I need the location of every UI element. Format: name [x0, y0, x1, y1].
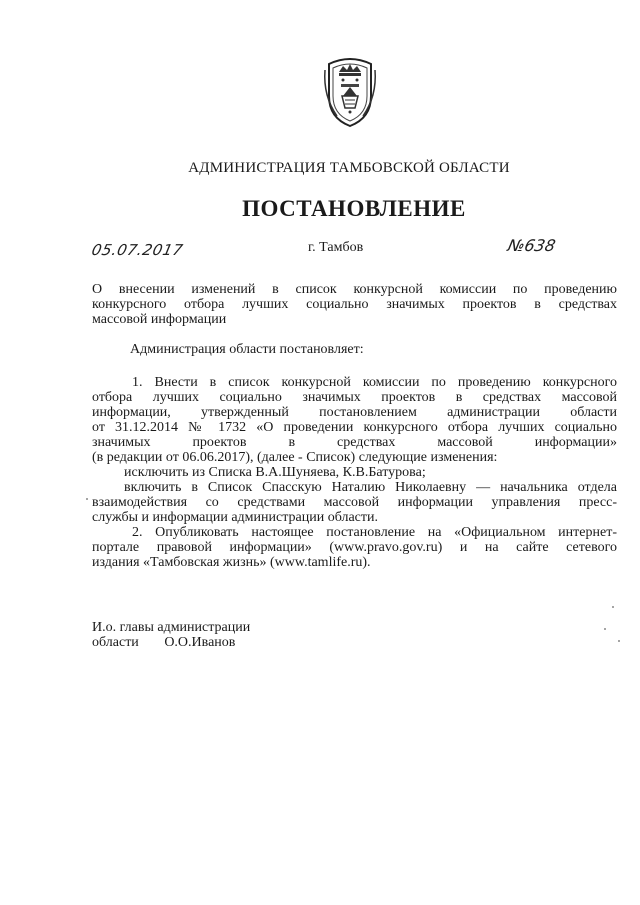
body-line: исключить из Списка В.А.Шуняева, К.В.Батурова;: [124, 465, 426, 480]
body-line: включить в Список Спасскую Наталию Николаевну — начальника отдела: [124, 480, 617, 495]
document-type-title: ПОСТАНОВЛЕНИЕ: [242, 196, 466, 221]
scan-speck: [618, 640, 620, 642]
handwritten-number: №638: [505, 236, 558, 255]
body-block: [92, 375, 617, 570]
signatory-row: [92, 635, 250, 650]
subject-line: массовой информации: [92, 312, 227, 327]
scan-speck: [612, 606, 614, 608]
body-line: 1. Внести в список конкурсной комиссии по проведению конкурсного: [132, 375, 617, 390]
subject-block: [92, 282, 617, 327]
subject-line: конкурсного отбора лучших социально значимых проектов в средствах: [92, 297, 617, 312]
body-line: отбора лучших социально значимых проектов в средствах массовой: [92, 390, 617, 405]
body-line: издания «Тамбовская жизнь» (www.tamlife.ru).: [92, 555, 371, 570]
city-label: г. Тамбов: [308, 240, 364, 255]
signature-block: [92, 620, 250, 650]
body-line: 2. Опубликовать настоящее постановление на «Официальном интернет-: [132, 525, 617, 540]
body-line: от 31.12.2014 № 1732 «О проведении конкурсного отбора лучших социально: [92, 420, 617, 435]
body-line: значимых проектов в средствах массовой информации»: [92, 435, 617, 450]
intro-paragraph: Администрация области постановляет:: [130, 342, 364, 357]
body-line: информации, утвержденный постановлением администрации области: [92, 405, 617, 420]
signatory-title: И.о. главы администрации: [92, 620, 251, 635]
signatory-name: О.О.Иванов: [164, 635, 236, 650]
organization-name: АДМИНИСТРАЦИЯ ТАМБОВСКОЙ ОБЛАСТИ: [188, 160, 510, 176]
body-line: службы и информации администрации области.: [92, 510, 378, 525]
subject-line: О внесении изменений в список конкурсной комиссии по проведению: [92, 282, 617, 297]
scan-speck: [86, 498, 88, 500]
body-line: взаимодействия со средствами массовой информации управления пресс-: [92, 495, 617, 510]
signatory-region: области: [92, 635, 139, 650]
body-line: (в редакции от 06.06.2017), (далее - Список) следующие изменения:: [92, 450, 498, 465]
scan-speck: [604, 628, 606, 630]
handwritten-date: 05.07.2017: [90, 241, 185, 259]
tambov-coat-of-arms-icon: [319, 56, 381, 128]
body-line: портале правовой информации» (www.pravo.gov.ru) и на сайте сетевого: [92, 540, 617, 555]
